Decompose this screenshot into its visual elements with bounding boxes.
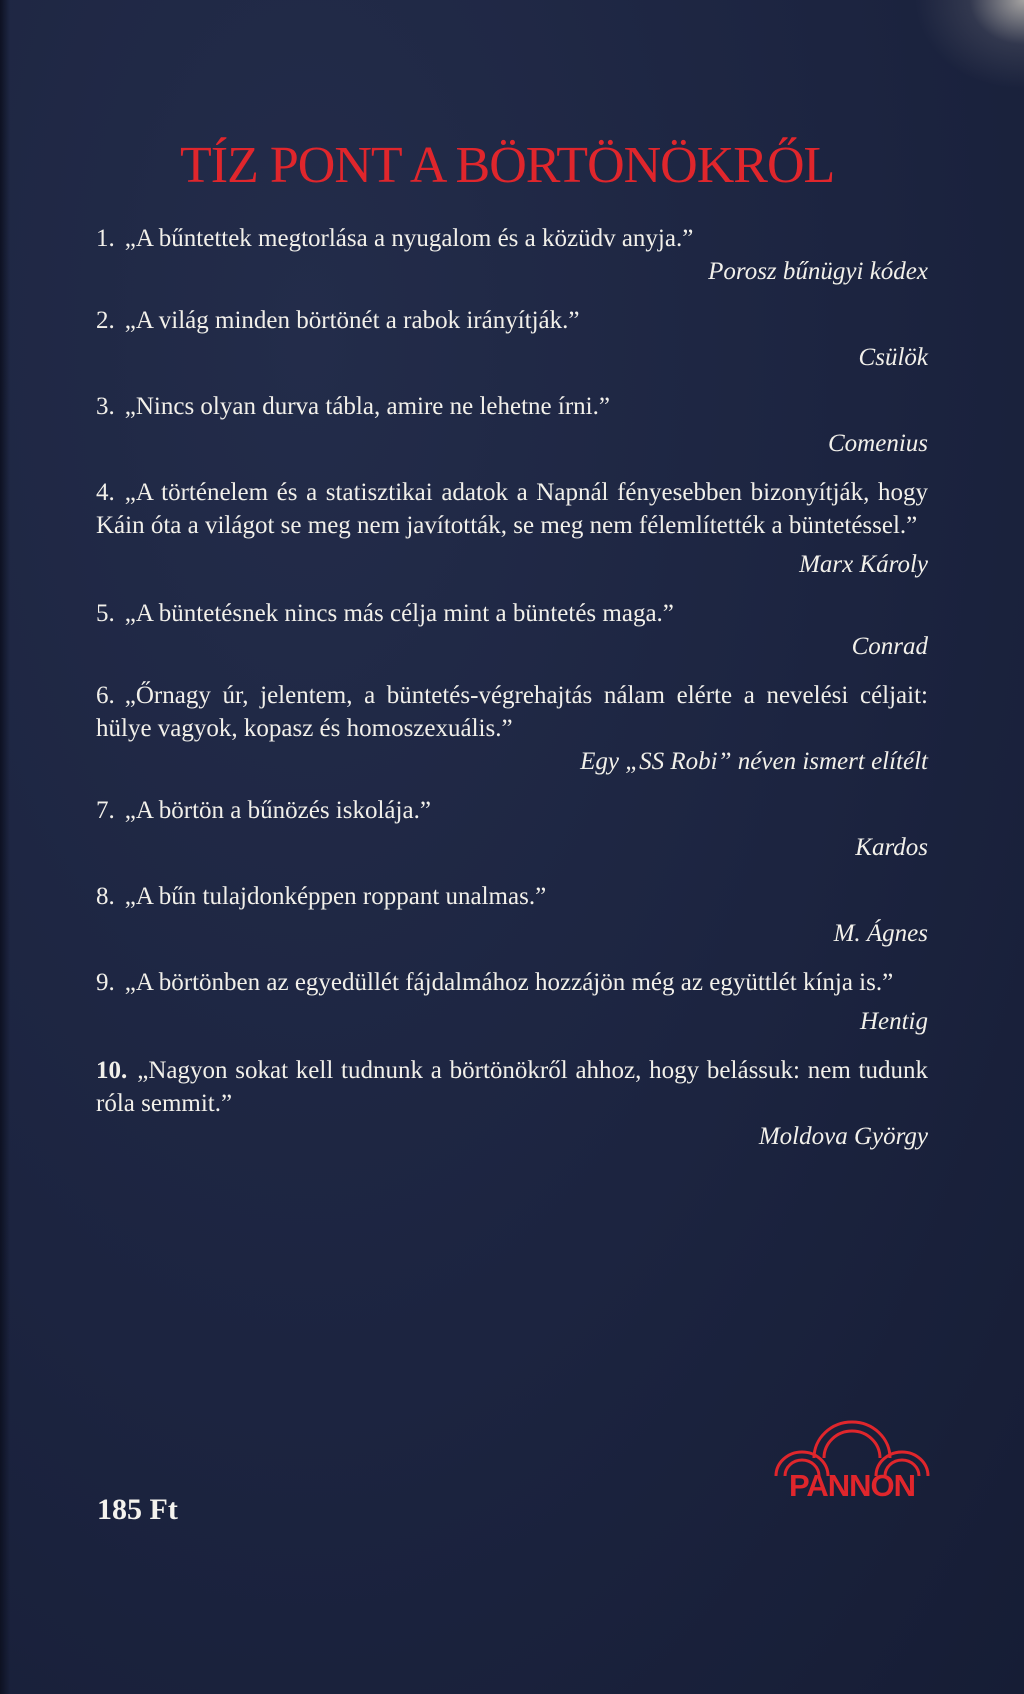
quote-item (96, 794, 928, 864)
quote-number: 10. (96, 1057, 128, 1084)
quote-number: 9. (96, 969, 115, 996)
cover-edge-shadow (0, 0, 10, 1694)
quote-item (96, 597, 928, 663)
quote-author: Egy „SS Robi” néven ismert elítélt (580, 748, 928, 775)
quote-item (96, 679, 928, 778)
quote-author: M. Ágnes (833, 920, 928, 947)
quote-number: 3. (96, 393, 115, 420)
quote-text: „A büntetésnek nincs más célja mint a büntetés maga.” (124, 600, 674, 627)
quote-item (96, 476, 928, 581)
quote-number: 7. (96, 797, 115, 824)
quote-number: 8. (96, 883, 115, 910)
quote-item (96, 966, 928, 1038)
quote-text: „A börtönben az egyedüllét fájdalmához hozzájön még az együttlét kínja is.” (124, 969, 894, 996)
quote-number: 1. (96, 225, 115, 252)
quote-text: „A világ minden börtönét a rabok irányítják.” (124, 307, 580, 334)
quote-text: „Őrnagy úr, jelentem, a büntetés-végrehajtás nálam elérte a nevelési céljait: hülye vagyok, kopasz és homoszexuális.” (96, 682, 928, 742)
quote-text: „A történelem és a statisztikai adatok a Napnál fényesebben bizonyítják, hogy Káin óta a világot se meg nem javították, se meg nem félemlítették a büntetéssel.” (96, 479, 928, 539)
quote-text: „A bűntettek megtorlása a nyugalom és a közüdv anyja.” (124, 225, 694, 252)
quote-number: 4. (96, 479, 115, 506)
cover-title: TÍZ PONT A BÖRTÖNÖKRŐL (180, 137, 835, 194)
price-label: 185 Ft (97, 1493, 178, 1526)
quote-text: „Nincs olyan durva tábla, amire ne lehetne írni.” (124, 393, 610, 420)
quote-text: „Nagyon sokat kell tudnunk a börtönökről ahhoz, hogy belássuk: nem tudunk róla semmit.” (96, 1057, 928, 1117)
publisher-name: PANNON (788, 1468, 916, 1503)
quote-number: 6. (96, 682, 115, 709)
quote-item (96, 390, 928, 460)
quote-number: 5. (96, 600, 115, 627)
quote-author: Comenius (828, 430, 928, 457)
quote-number: 2. (96, 307, 115, 334)
corner-wear (914, 0, 1024, 90)
quote-author: Conrad (851, 633, 928, 660)
quote-author: Moldova György (758, 1123, 928, 1150)
quote-text: „A börtön a bűnözés iskolája.” (124, 797, 431, 824)
quote-author: Porosz bűnügyi kódex (708, 258, 928, 285)
quote-author: Kardos (855, 834, 928, 861)
quote-item (96, 1054, 928, 1153)
quote-item (96, 222, 928, 288)
quote-item (96, 304, 928, 374)
publisher-logo (772, 1414, 932, 1524)
quote-item (96, 880, 928, 950)
quote-author: Csülök (858, 344, 928, 371)
quote-list (96, 222, 928, 1153)
quote-author: Hentig (859, 1008, 928, 1035)
quote-author: Marx Károly (799, 551, 928, 578)
quote-text: „A bűn tulajdonképpen roppant unalmas.” (124, 883, 547, 910)
